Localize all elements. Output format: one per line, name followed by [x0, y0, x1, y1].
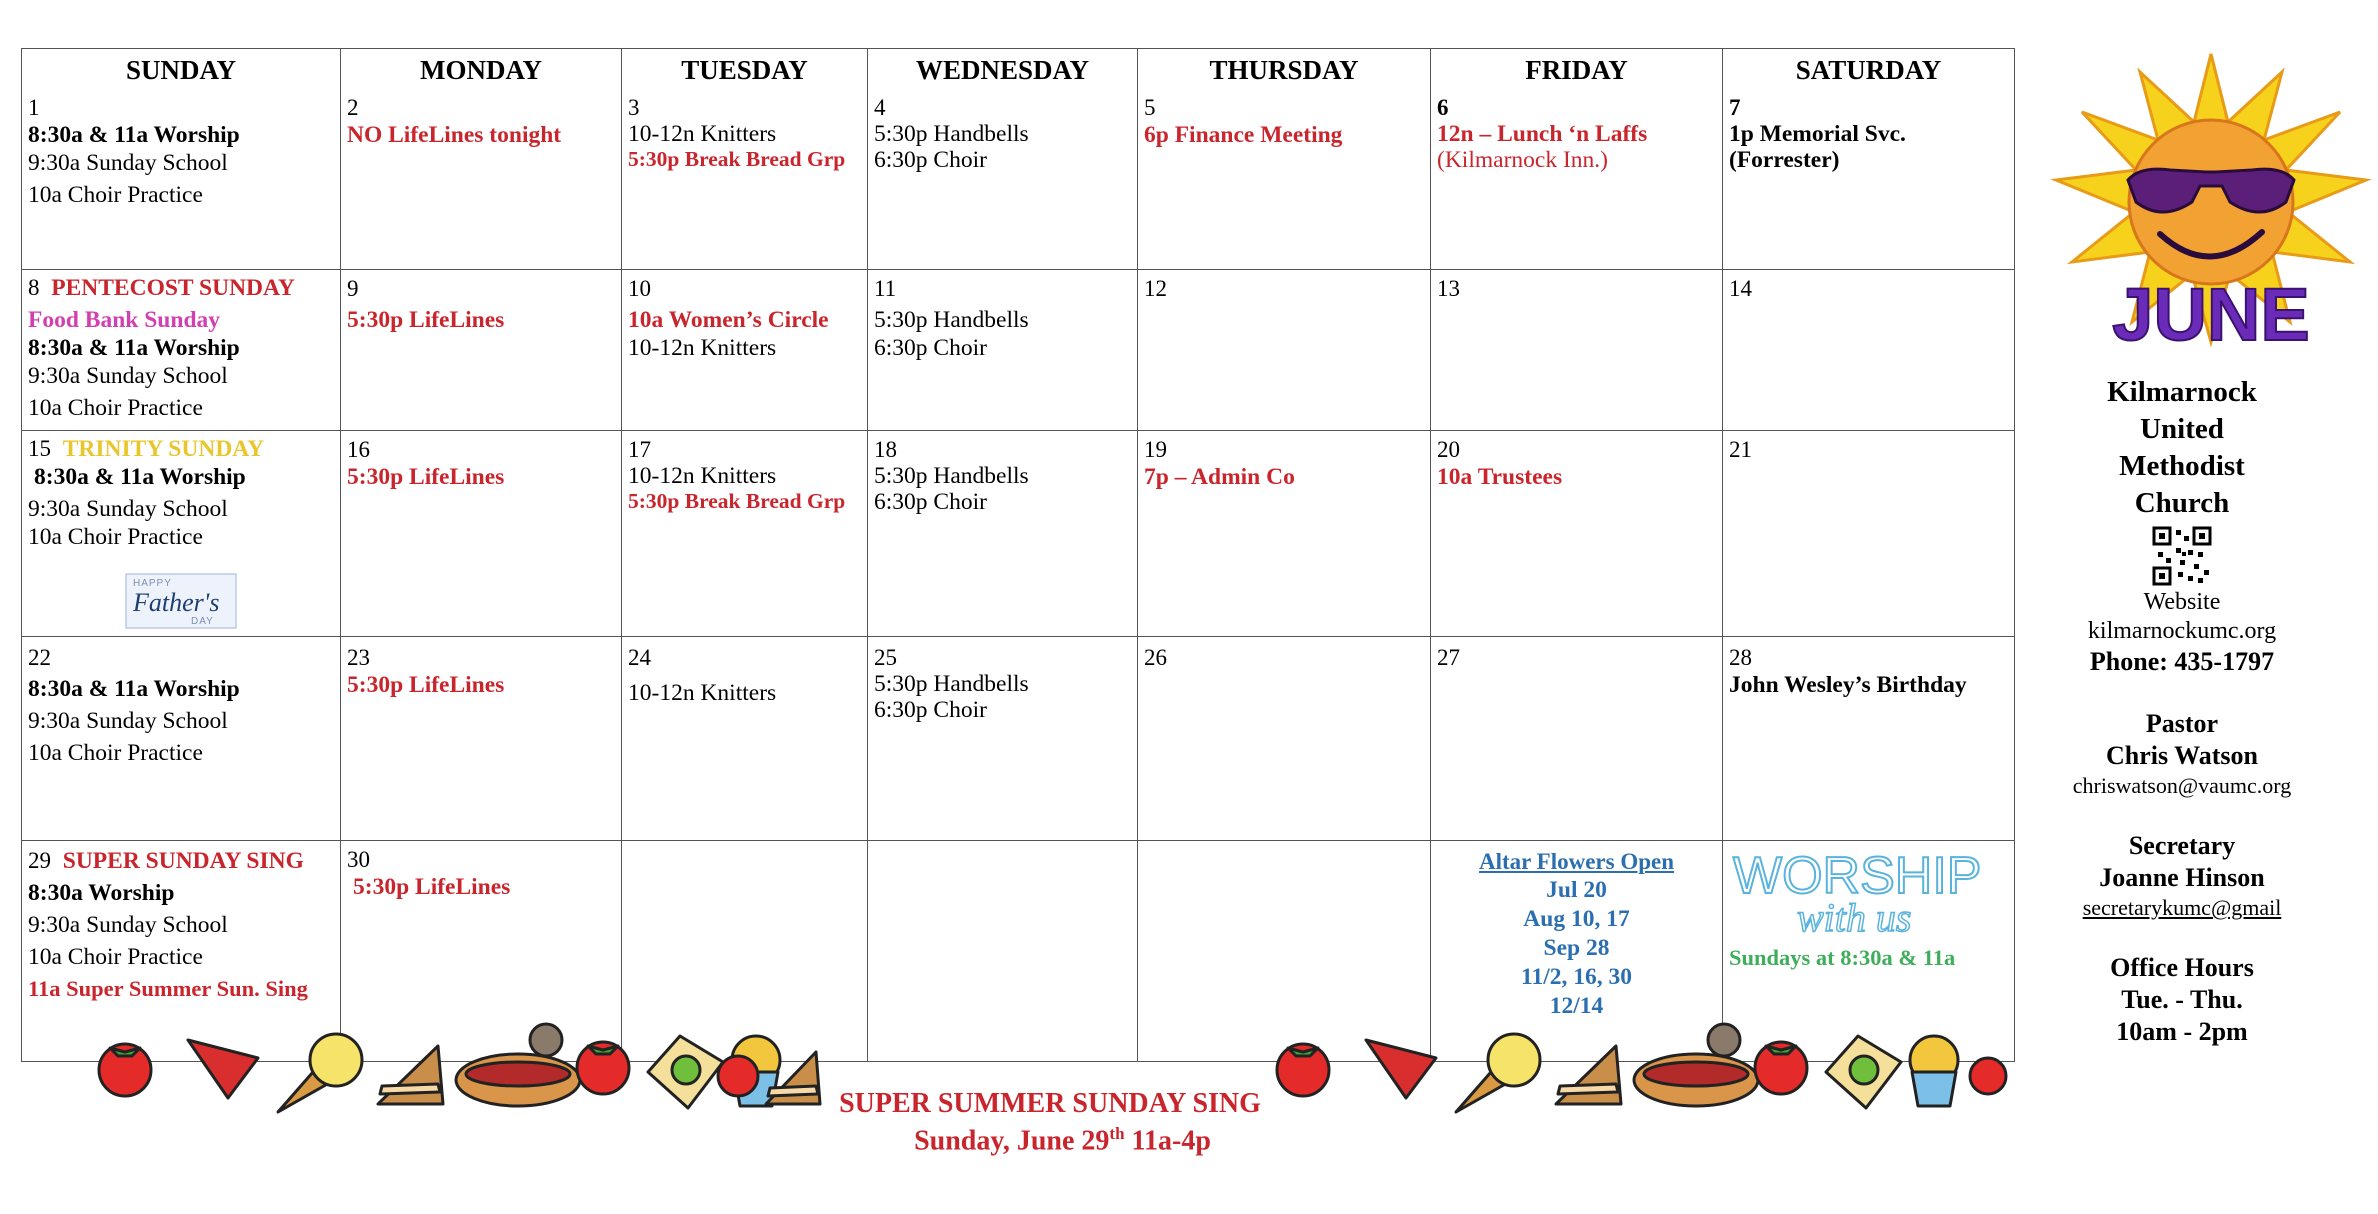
event: 10a Choir Practice — [28, 182, 203, 208]
altar-date: 11/2, 16, 30 — [1521, 963, 1632, 990]
event: 5:30p LifeLines — [347, 671, 505, 698]
day-cell-2 — [341, 95, 622, 269]
footer-date — [700, 1124, 1400, 1157]
altar-date: Jul 20 — [1546, 876, 1607, 903]
cookie-icon — [530, 1024, 562, 1056]
footer-date-time: 11a-4p — [1124, 1125, 1211, 1157]
day-cell-14 — [1723, 269, 2015, 430]
sunday-service-times: Sundays at 8:30a & 11a — [1729, 944, 1956, 970]
day-number: 23 — [347, 644, 370, 670]
weekday-friday: FRIDAY — [1431, 49, 1723, 96]
day-cell-20 — [1431, 430, 1723, 636]
event: 5:30p LifeLines — [347, 463, 505, 490]
event: 5:30p Break Bread Grp — [628, 488, 846, 513]
day-cell-4 — [868, 95, 1138, 269]
day-number: 8 — [28, 274, 40, 300]
calendar-grid — [21, 48, 2015, 1062]
day-number: 10 — [628, 275, 651, 301]
secretary-label: Secretary — [2128, 831, 2236, 860]
day-number: 2 — [347, 95, 359, 120]
event: 6p Finance Meeting — [1144, 122, 1343, 148]
event: 1p Memorial Svc. — [1729, 121, 1906, 147]
event: 5:30p Handbells — [874, 121, 1029, 147]
badge-fathers: Father's — [133, 587, 220, 617]
tomato-icon — [1970, 1058, 2006, 1094]
phone-number: Phone: 435-1797 — [2089, 647, 2275, 676]
pastor-label: Pastor — [2145, 709, 2219, 738]
secretary-email[interactable]: secretarykumc@gmail — [2082, 895, 2282, 920]
event: 8:30a & 11a Worship — [34, 463, 246, 490]
fathers-day-badge — [125, 573, 237, 629]
day-heading — [28, 270, 334, 302]
day-number: 14 — [1729, 275, 1752, 301]
event: 10a Trustees — [1437, 463, 1563, 490]
event: 8:30a & 11a Worship — [28, 334, 240, 361]
footer-date-text: Sunday, June 29 — [914, 1125, 1110, 1157]
day-heading — [28, 431, 334, 463]
day-number: 11 — [874, 275, 897, 301]
footer-title: SUPER SUMMER SUNDAY SING — [839, 1088, 1261, 1119]
day-number: 24 — [628, 644, 651, 670]
event: 10-12n Knitters — [628, 121, 777, 147]
day-title: PENTECOST SUNDAY — [51, 274, 295, 301]
day-number: 20 — [1437, 436, 1460, 462]
event: (Forrester) — [1729, 147, 1840, 173]
day-number: 27 — [1437, 644, 1460, 670]
church-name-line: Church — [2134, 487, 2230, 519]
day-number: 9 — [347, 275, 359, 301]
event: 5:30p Handbells — [874, 306, 1029, 333]
day-cell-9 — [341, 269, 622, 430]
event: 9:30a Sunday School — [28, 150, 228, 176]
website-link[interactable]: kilmarnockumc.org — [2087, 618, 2277, 644]
event: 10a Women’s Circle — [628, 306, 829, 333]
sandwich-icon — [378, 1046, 443, 1104]
day-title: TRINITY SUNDAY — [62, 435, 265, 462]
church-name-line: United — [2140, 413, 2224, 445]
day-cell-8 — [22, 269, 341, 430]
weekday-saturday: SATURDAY — [1723, 49, 2015, 96]
day-number: 19 — [1144, 436, 1167, 462]
day-cell-22 — [22, 636, 341, 840]
altar-date: Aug 10, 17 — [1523, 905, 1630, 932]
altar-date: Sep 28 — [1543, 934, 1610, 961]
cookie-icon — [1708, 1024, 1740, 1056]
event: 5:30p Handbells — [874, 462, 1029, 489]
day-cell-15 — [22, 430, 341, 636]
day-number: 17 — [628, 436, 651, 462]
church-name-line: Kilmarnock — [2107, 376, 2257, 408]
day-cell-23 — [341, 636, 622, 840]
event: 8:30a & 11a Worship — [28, 675, 240, 702]
day-number: 28 — [1729, 644, 1752, 670]
day-cell-25 — [868, 636, 1138, 840]
pastor-name: Chris Watson — [2106, 741, 2258, 770]
weekday-thursday: THURSDAY — [1138, 49, 1431, 96]
event: 10a Choir Practice — [28, 943, 203, 970]
sandwich-icon — [1556, 1046, 1621, 1104]
office-hours-label: Office Hours — [2110, 953, 2254, 982]
day-number: 7 — [1729, 95, 1741, 120]
day-number: 4 — [874, 95, 886, 120]
day-cell-5 — [1138, 95, 1431, 269]
day-number: 12 — [1144, 275, 1167, 301]
day-cell-13 — [1431, 269, 1723, 430]
event: 5:30p Handbells — [874, 670, 1029, 697]
day-number: 5 — [1144, 95, 1156, 120]
day-number: 1 — [28, 95, 40, 120]
worship-logo-with-us: with us — [1797, 894, 1912, 940]
event: 10a Choir Practice — [28, 523, 203, 550]
altar-date: 12/14 — [1549, 992, 1604, 1019]
day-number: 26 — [1144, 644, 1167, 670]
day-cell-24 — [622, 636, 868, 840]
day-number: 6 — [1437, 95, 1449, 120]
event: 10-12n Knitters — [628, 679, 777, 706]
empty-cell — [868, 840, 1138, 1061]
month-label: JUNE — [2112, 273, 2310, 356]
weekday-tuesday: TUESDAY — [622, 49, 868, 96]
event: 9:30a Sunday School — [28, 911, 228, 938]
day-cell-21 — [1723, 430, 2015, 636]
event: 6:30p Choir — [874, 488, 987, 515]
week-row — [22, 95, 2015, 269]
day-cell-12 — [1138, 269, 1431, 430]
weekday-sunday: SUNDAY — [22, 49, 341, 96]
website-label: Website — [2143, 589, 2221, 615]
day-number: 25 — [874, 644, 897, 670]
day-number: 29 — [28, 847, 51, 873]
event: 6:30p Choir — [874, 147, 987, 173]
event: 10-12n Knitters — [628, 462, 777, 489]
day-cell-1 — [22, 95, 341, 269]
altar-flowers-title: Altar Flowers Open — [1478, 848, 1675, 874]
office-hours-days: Tue. - Thu. — [2121, 985, 2243, 1014]
event: Food Bank Sunday — [28, 306, 221, 333]
event: 8:30a Worship — [28, 879, 175, 906]
badge-happy: HAPPY — [133, 577, 172, 589]
badge-day: DAY — [191, 615, 214, 627]
event: 5:30p LifeLines — [347, 306, 505, 333]
day-cell-11 — [868, 269, 1138, 430]
event: 10a Choir Practice — [28, 739, 203, 766]
church-info — [2032, 374, 2332, 1048]
event: 5:30p Break Bread Grp — [628, 147, 846, 171]
day-title: SUPER SUNDAY SING — [62, 847, 304, 874]
day-cell-19 — [1138, 430, 1431, 636]
day-number: 3 — [628, 95, 640, 120]
event: 6:30p Choir — [874, 696, 987, 723]
footer-date-suffix: th — [1109, 1124, 1125, 1143]
event: (Kilmarnock Inn.) — [1437, 147, 1608, 173]
day-cell-6 — [1431, 95, 1723, 269]
event: John Wesley’s Birthday — [1729, 671, 1967, 698]
event: 6:30p Choir — [874, 334, 987, 361]
week-row — [22, 636, 2015, 840]
event: NO LifeLines tonight — [347, 122, 562, 148]
day-number: 15 — [28, 435, 51, 461]
event: 7p – Admin Co — [1144, 463, 1295, 490]
day-cell-27 — [1431, 636, 1723, 840]
day-cell-16 — [341, 430, 622, 636]
day-cell-10 — [622, 269, 868, 430]
day-cell-26 — [1138, 636, 1431, 840]
weekday-monday: MONDAY — [341, 49, 622, 96]
day-cell-7 — [1723, 95, 2015, 269]
event: 9:30a Sunday School — [28, 495, 228, 522]
week-row — [22, 269, 2015, 430]
pizza-slice-icon — [188, 1040, 258, 1098]
altar-flowers-box — [1437, 841, 1716, 1021]
day-number: 18 — [874, 436, 897, 462]
event: 10-12n Knitters — [628, 334, 777, 361]
day-cell-18 — [868, 430, 1138, 636]
day-heading — [28, 841, 334, 875]
event: 5:30p LifeLines — [353, 873, 511, 900]
day-number: 22 — [28, 644, 51, 670]
footer-event — [700, 1088, 1400, 1157]
event: 12n – Lunch ‘n Laffs — [1437, 121, 1648, 147]
worship-with-us-logo — [1729, 846, 1982, 940]
secretary-name: Joanne Hinson — [2099, 863, 2265, 892]
day-number: 16 — [347, 436, 370, 462]
june-sun-logo — [2050, 52, 2372, 356]
office-hours-time: 10am - 2pm — [2116, 1017, 2248, 1046]
event: 11a Super Summer Sun. Sing — [28, 975, 308, 1001]
day-number: 21 — [1729, 436, 1752, 462]
day-cell-28 — [1723, 636, 2015, 840]
event: 9:30a Sunday School — [28, 362, 228, 389]
week-row — [22, 430, 2015, 636]
day-number: 13 — [1437, 275, 1460, 301]
event: 9:30a Sunday School — [28, 707, 228, 734]
weekday-wednesday: WEDNESDAY — [868, 49, 1138, 96]
event: 10a Choir Practice — [28, 394, 203, 421]
church-name-line: Methodist — [2119, 450, 2245, 482]
event: 8:30a & 11a Worship — [28, 122, 240, 148]
pastor-email[interactable]: chriswatson@vaumc.org — [2072, 773, 2292, 798]
day-number: 30 — [347, 846, 370, 872]
qr-code-icon[interactable] — [2152, 526, 2212, 586]
day-cell-3 — [622, 95, 868, 269]
day-cell-17 — [622, 430, 868, 636]
worship-logo-word: WORSHIP — [1733, 846, 1982, 905]
weekday-header-row — [22, 49, 2015, 96]
